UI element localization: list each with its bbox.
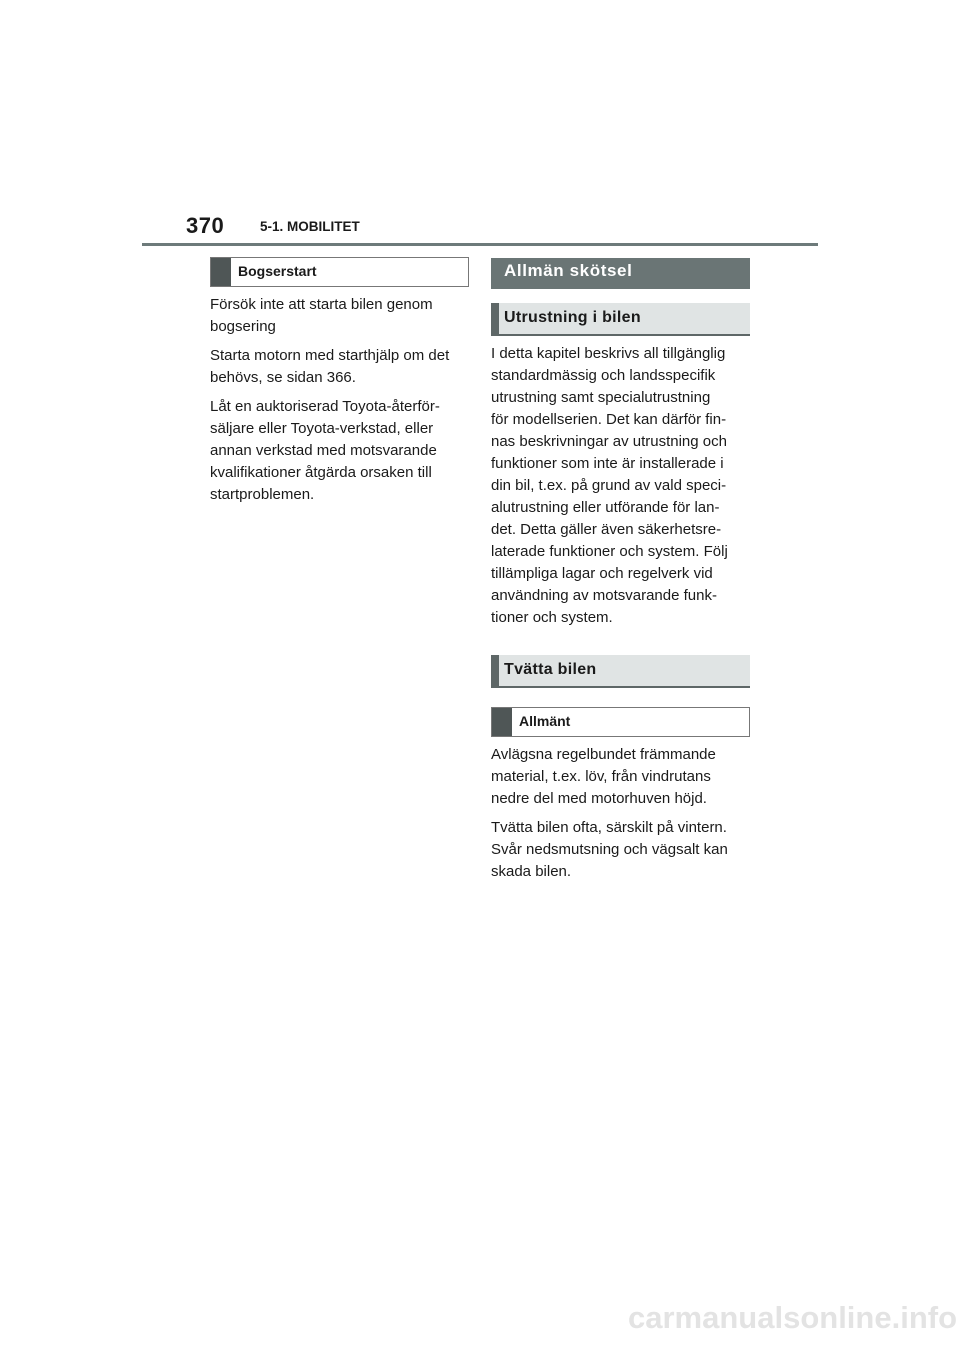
heading-bogserstart: Bogserstart	[238, 263, 317, 279]
heading-box-allmant	[491, 707, 750, 737]
heading-marker	[492, 708, 512, 736]
text-line: Låt en auktoriserad Toyota-återför-	[210, 398, 440, 415]
paragraph-starthjalp	[210, 345, 469, 389]
text-line: behövs, se sidan 366.	[210, 369, 356, 386]
text-line: nedre del med motorhuven höjd.	[491, 790, 707, 807]
text-line: din bil, t.ex. på grund av vald speci-	[491, 477, 727, 494]
text-line: funktioner som inte är installerade i	[491, 455, 724, 472]
text-line: det. Detta gäller även säkerhetsre-	[491, 521, 722, 538]
text-line: standardmässig och landsspecifik	[491, 367, 716, 384]
text-line: material, t.ex. löv, från vindrutans	[491, 768, 711, 785]
text-line: Avlägsna regelbundet främmande	[491, 746, 716, 763]
subheading-marker	[491, 655, 499, 688]
text-line: alutrustning eller utförande för lan-	[491, 499, 720, 516]
text-line: nas beskrivningar av utrustning och	[491, 433, 727, 450]
heading-marker	[211, 258, 231, 286]
paragraph-avlagsna	[491, 744, 750, 810]
text-line: bogsering	[210, 318, 276, 335]
paragraph-tvatta	[491, 817, 750, 883]
watermark-logo	[628, 1300, 958, 1356]
right-column	[491, 258, 750, 883]
text-line: Tvätta bilen ofta, särskilt på vintern.	[491, 819, 727, 836]
paragraph-utrustning	[491, 343, 750, 629]
text-line: tillämpliga lagar och regelverk vid	[491, 565, 713, 582]
subheading-box-utrustning	[491, 303, 750, 336]
page-number: 370	[186, 213, 225, 238]
paragraph-verkstad	[210, 396, 469, 506]
header-divider	[142, 243, 818, 246]
paragraph-bogsering	[210, 294, 469, 338]
text-line: laterade funktioner och system. Följ	[491, 543, 728, 560]
text-line: annan verkstad med motsvarande	[210, 442, 437, 459]
subheading-utrustning: Utrustning i bilen	[504, 309, 641, 326]
text-line: för modellserien. Det kan därför fin-	[491, 411, 727, 428]
subheading-marker	[491, 303, 499, 336]
watermark-text: carmanualsonline.info	[628, 1300, 958, 1335]
subheading-tvatta-bilen: Tvätta bilen	[504, 661, 597, 678]
text-line: skada bilen.	[491, 863, 572, 880]
section-title: 5-1. MOBILITET	[260, 219, 360, 234]
chapter-heading: Allmän skötsel	[491, 258, 750, 289]
text-line: kvalifikationer åtgärda orsaken till	[210, 464, 432, 481]
text-line: Försök inte att starta bilen genom	[210, 296, 433, 313]
text-line: I detta kapitel beskrivs all tillgänglig	[491, 345, 726, 362]
text-line: Svår nedsmutsning och vägsalt kan	[491, 841, 728, 858]
text-line: användning av motsvarande funk-	[491, 587, 717, 604]
left-column	[210, 257, 469, 506]
text-line: startproblemen.	[210, 486, 315, 503]
text-line: utrustning samt specialutrustning	[491, 389, 711, 406]
text-line: tioner och system.	[491, 609, 613, 626]
text-line: säljare eller Toyota-verkstad, eller	[210, 420, 434, 437]
heading-box-bogserstart	[210, 257, 469, 287]
text-line: Starta motorn med starthjälp om det	[210, 347, 450, 364]
heading-allmant: Allmänt	[519, 713, 571, 729]
subheading-box-tvatta	[491, 655, 750, 688]
